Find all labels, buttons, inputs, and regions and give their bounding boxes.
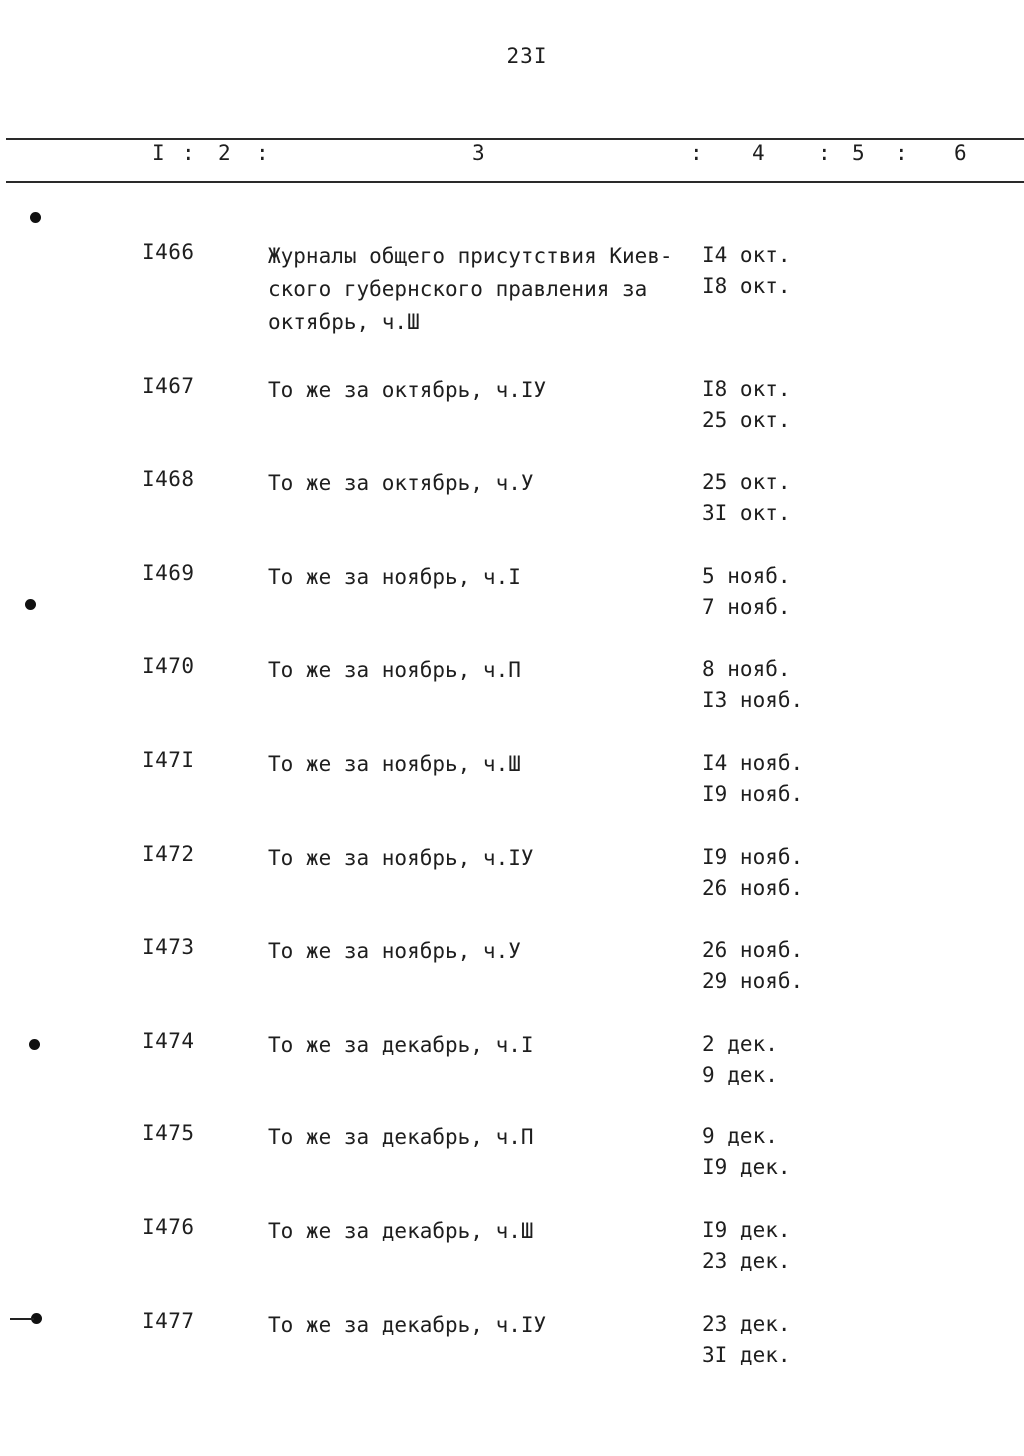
item-dates <box>702 1029 778 1091</box>
date-start: 5 нояб. <box>702 564 791 588</box>
item-number: I472 <box>142 842 195 866</box>
date-end: 25 окт. <box>702 408 791 432</box>
item-number: I470 <box>142 654 195 678</box>
punch-hole <box>25 599 36 610</box>
date-end: I9 нояб. <box>702 782 804 806</box>
item-dates <box>702 654 803 716</box>
punch-hole <box>30 212 41 223</box>
column-separator: : <box>182 141 195 165</box>
item-number: I474 <box>142 1029 195 1053</box>
date-start: 23 дек. <box>702 1312 791 1336</box>
item-title: То же за ноябрь, ч.I <box>268 565 521 589</box>
item-number: I466 <box>142 240 195 264</box>
date-end: 3I окт. <box>702 501 791 525</box>
item-title: То же за ноябрь, ч.П <box>268 658 521 682</box>
column-separator: : <box>256 141 269 165</box>
item-number: I467 <box>142 374 195 398</box>
item-title: То же за декабрь, ч.IУ <box>268 1313 547 1337</box>
item-title: То же за декабрь, ч.П <box>268 1125 534 1149</box>
item-title: То же за ноябрь, ч.Ш <box>268 752 521 776</box>
column-separator: : <box>818 141 831 165</box>
column-header-6: 6 <box>954 141 967 165</box>
item-dates <box>702 240 791 302</box>
table-header-top-rule <box>6 138 1024 140</box>
item-number: I473 <box>142 935 195 959</box>
item-title: То же за декабрь, ч.Ш <box>268 1219 534 1243</box>
column-separator: : <box>690 141 703 165</box>
item-dates <box>702 842 803 904</box>
item-number: I477 <box>142 1309 195 1333</box>
page-number: 23I <box>506 44 548 68</box>
date-end: 26 нояб. <box>702 876 804 900</box>
date-start: I9 дек. <box>702 1218 791 1242</box>
item-dates <box>702 467 791 529</box>
date-end: 7 нояб. <box>702 595 791 619</box>
item-number: I468 <box>142 467 195 491</box>
date-start: 26 нояб. <box>702 938 804 962</box>
date-end: 3I дек. <box>702 1343 791 1367</box>
item-title: То же за ноябрь, ч.У <box>268 939 521 963</box>
margin-pen-stroke <box>10 1318 34 1320</box>
item-dates <box>702 1309 791 1371</box>
item-title: То же за октябрь, ч.IУ <box>268 378 547 402</box>
item-title: Журналы общего присутствия Киев- ского губернского правления за октябрь, ч.Ш <box>268 244 673 334</box>
item-dates <box>702 935 803 997</box>
column-header-2: 2 <box>218 141 231 165</box>
date-end: I3 нояб. <box>702 688 804 712</box>
date-start: 25 окт. <box>702 470 791 494</box>
item-dates <box>702 1121 791 1183</box>
date-start: I8 окт. <box>702 377 791 401</box>
item-title: То же за декабрь, ч.I <box>268 1033 534 1057</box>
item-dates <box>702 748 803 810</box>
date-start: 2 дек. <box>702 1032 778 1056</box>
date-start: I9 нояб. <box>702 845 804 869</box>
column-header-3: 3 <box>472 141 485 165</box>
item-number: I469 <box>142 561 195 585</box>
item-dates <box>702 1215 791 1277</box>
item-number: I475 <box>142 1121 195 1145</box>
item-number: I47I <box>142 748 195 772</box>
date-start: I4 нояб. <box>702 751 804 775</box>
date-end: I8 окт. <box>702 274 791 298</box>
item-dates <box>702 374 791 436</box>
item-title: То же за ноябрь, ч.IУ <box>268 846 534 870</box>
date-end: I9 дек. <box>702 1155 791 1179</box>
column-separator: : <box>895 141 908 165</box>
date-start: 8 нояб. <box>702 657 791 681</box>
item-title: То же за октябрь, ч.У <box>268 471 534 495</box>
punch-hole <box>29 1039 40 1050</box>
item-number: I476 <box>142 1215 195 1239</box>
date-start: 9 дек. <box>702 1124 778 1148</box>
date-end: 29 нояб. <box>702 969 804 993</box>
column-header-1: I <box>152 141 165 165</box>
table-header-bottom-rule <box>6 181 1024 183</box>
column-header-4: 4 <box>752 141 765 165</box>
item-dates <box>702 561 791 623</box>
column-header-5: 5 <box>852 141 865 165</box>
date-start: I4 окт. <box>702 243 791 267</box>
date-end: 9 дек. <box>702 1063 778 1087</box>
date-end: 23 дек. <box>702 1249 791 1273</box>
